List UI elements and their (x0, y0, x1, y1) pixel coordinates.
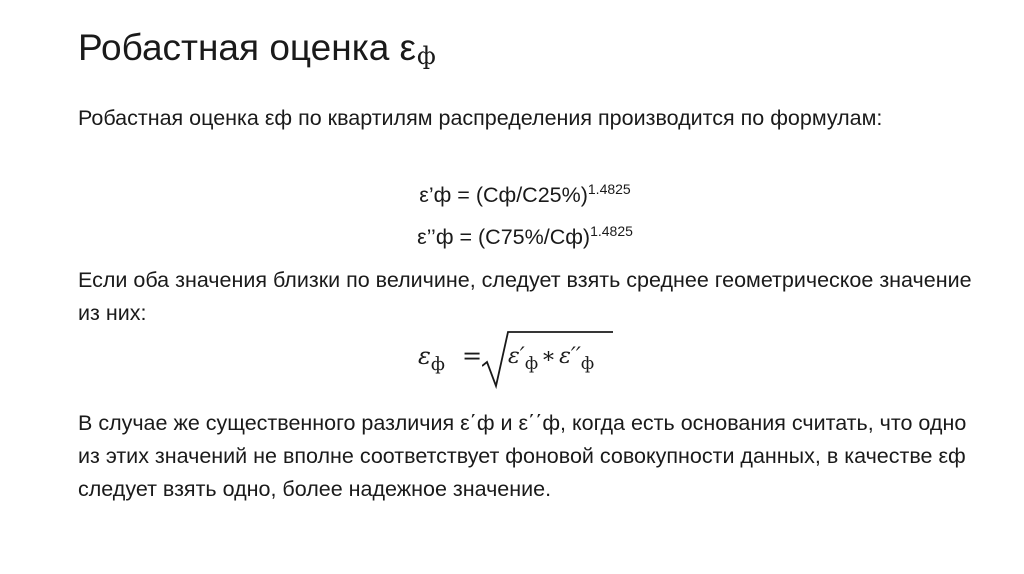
slide-title (78, 24, 436, 76)
formula-third-quartile (0, 222, 1024, 252)
formula-first-quartile-main: ε’ф = (Сф/С25%) (419, 183, 588, 207)
formula-third-quartile-exponent: 1.4825 (590, 223, 633, 239)
geometric-mean-equation (418, 330, 618, 392)
paragraph-intro: Робастная оценка εф по квартилям распределения производится по формулам: (78, 106, 883, 130)
equation-term1: ε′ (508, 344, 525, 369)
formula-first-quartile (0, 180, 1024, 210)
equation-lhs (418, 342, 445, 375)
equation-operator: ∗ (541, 344, 557, 369)
equation-rhs (508, 344, 595, 374)
paragraph-geometric-mean: Если оба значения близки по величине, следует взять среднее геометрическое значение из них: (78, 268, 972, 325)
equation-lhs-symbol: ε (418, 342, 431, 370)
paragraph-different-values: В случае же существенного различия ε΄ф и ε΄΄ф, когда есть основания считать, что одно из этих значений не вполне соответствует фоновой совокупности данных, в качестве εф следует взять одно, более надежное значение. (78, 411, 967, 501)
slide-title-subscript: ф (417, 42, 436, 70)
equation-equals: = (462, 342, 483, 370)
equation-term2: ε′′ (559, 344, 581, 369)
equation-term1-subscript: ф (524, 354, 539, 374)
equation-lhs-subscript: ф (430, 354, 445, 375)
slide-title-text: Робастная оценка ε (78, 27, 417, 68)
formula-third-quartile-main: ε’’ф = (С75%/Сф) (417, 225, 591, 249)
formula-first-quartile-exponent: 1.4825 (587, 181, 631, 197)
equation-term2-subscript: ф (580, 354, 595, 374)
